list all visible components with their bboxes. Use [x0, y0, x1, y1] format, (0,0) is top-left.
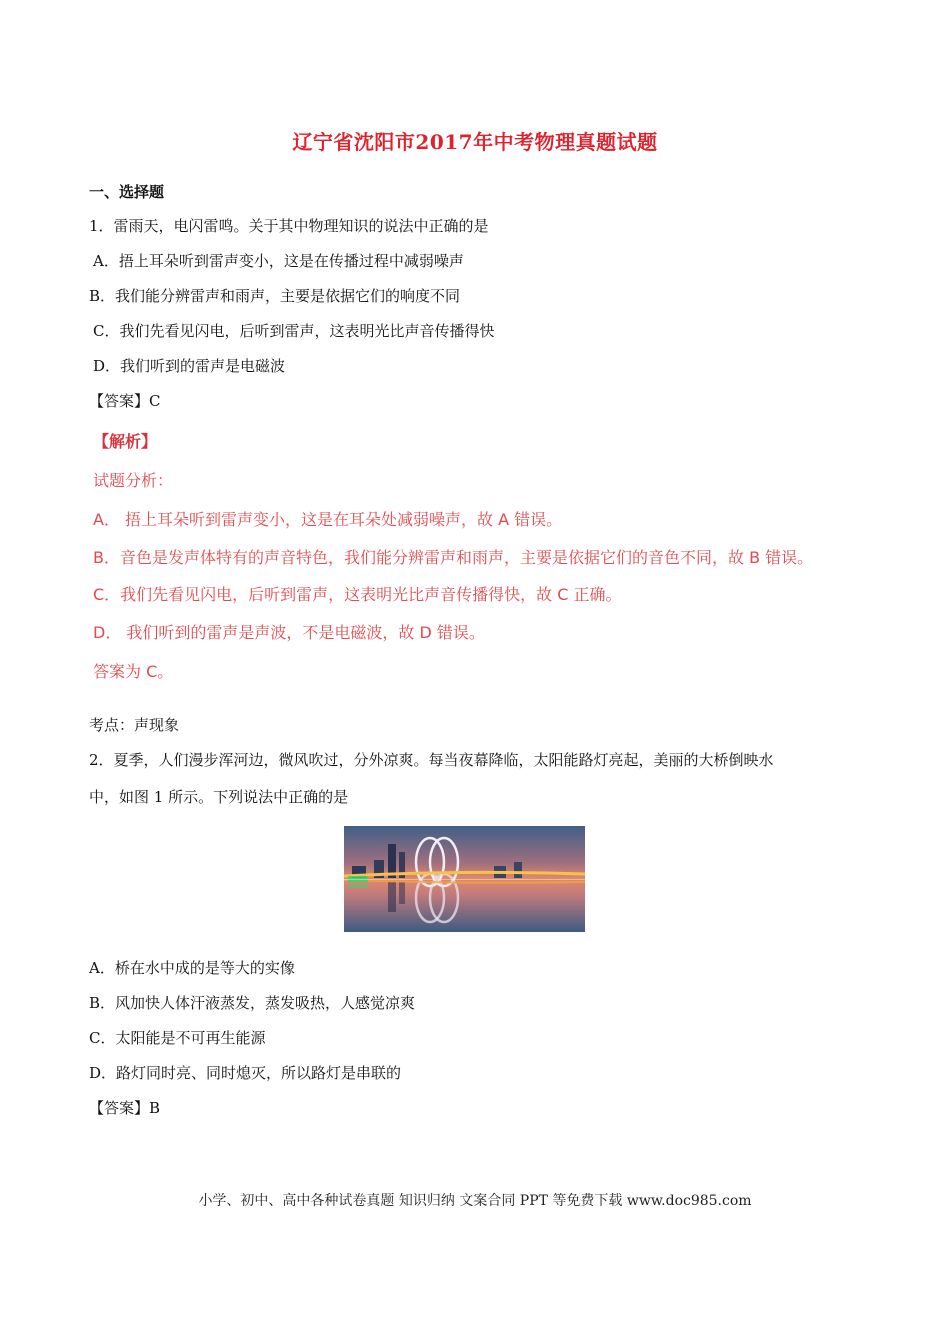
q2-option-d: D．路灯同时亮、同时熄灭，所以路灯是串联的: [89, 1064, 402, 1082]
q1-kaodian: 考点：声现象: [89, 716, 180, 734]
q1-analysis-label: 【解析】: [93, 432, 158, 451]
q1-option-a: A．捂上耳朵听到雷声变小，这是在传播过程中减弱噪声: [93, 252, 464, 270]
q1-analysis-d: D． 我们听到的雷声是声波，不是电磁波，故 D 错误。: [93, 623, 485, 642]
bridge-reflection-image: [344, 826, 585, 932]
q1-answer: 【答案】C: [89, 392, 161, 410]
q2-answer: 【答案】B: [89, 1099, 161, 1117]
page-title: 辽宁省沈阳市2017年中考物理真题试题: [292, 130, 658, 154]
q1-option-b: B．我们能分辨雷声和雨声，主要是依据它们的响度不同: [89, 287, 461, 305]
q1-analysis-conclusion: 答案为 C。: [93, 662, 174, 681]
q2-option-a: A．桥在水中成的是等大的实像: [89, 959, 295, 977]
bridge-photo: [344, 826, 585, 932]
q1-option-d: D．我们听到的雷声是电磁波: [93, 357, 286, 375]
q2-stem-line2: 中，如图 1 所示。下列说法中正确的是: [89, 788, 349, 806]
q1-analysis-b: B．音色是发声体特有的声音特色，我们能分辨雷声和雨声，主要是依据它们的音色不同，故 B 错误。: [93, 548, 814, 567]
q1-option-c: C．我们先看见闪电，后听到雷声，这表明光比声音传播得快: [93, 322, 495, 340]
q1-stem: 1．雷雨天，电闪雷鸣。关于其中物理知识的说法中正确的是: [89, 217, 489, 235]
q1-analysis-a: A． 捂上耳朵听到雷声变小，这是在耳朵处减弱噪声，故 A 错误。: [93, 510, 563, 529]
page-footer: 小学、初中、高中各种试卷真题 知识归纳 文案合同 PPT 等免费下载 www.doc985.com: [198, 1193, 752, 1209]
q2-option-b: B．风加快人体汗液蒸发，蒸发吸热，人感觉凉爽: [89, 994, 416, 1012]
q1-analysis-sub: 试题分析：: [93, 471, 174, 490]
section-heading: 一、选择题: [89, 183, 165, 201]
q2-stem-line1: 2．夏季，人们漫步浑河边，微风吹过，分外凉爽。每当夜幕降临，太阳能路灯亮起，美丽的大桥倒映水: [89, 751, 774, 769]
q2-option-c: C．太阳能是不可再生能源: [89, 1029, 266, 1047]
q1-analysis-c: C．我们先看见闪电，后听到雷声，这表明光比声音传播得快，故 C 正确。: [93, 585, 622, 604]
